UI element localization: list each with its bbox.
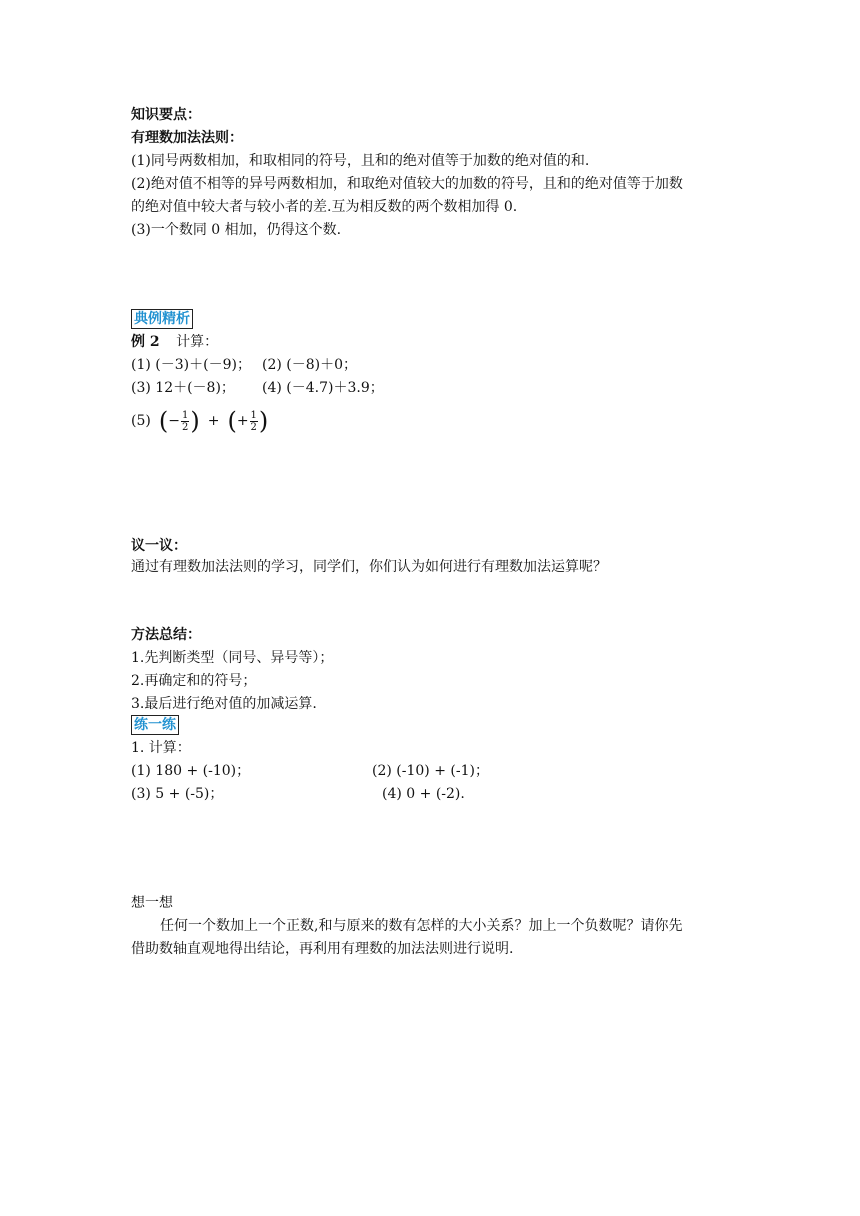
- practice-q1: (1) 180 + (-10)；: [131, 763, 251, 779]
- fraction-half-2: $\frac{1}{2}$: [250, 409, 257, 433]
- practice-q4: (4) 0 + (-2).: [382, 786, 465, 802]
- discuss-heading: 议一议：: [131, 538, 187, 554]
- plus-operator: +: [207, 413, 220, 429]
- method-step-3: 3.最后进行绝对值的加减运算.: [131, 696, 317, 712]
- practice-q2: (2) (-10) + (-1)；: [372, 763, 489, 779]
- fraction-half-1: $\frac{1}{2}$: [181, 409, 189, 433]
- example-item-4: (4) (－4.7)＋3.9；: [262, 380, 384, 396]
- example-label: 例 2: [131, 334, 160, 350]
- example-item-2: (2) (－8)＋0；: [262, 357, 358, 373]
- method-step-1: 1.先判断类型（同号、异号等）；: [131, 650, 334, 666]
- knowledge-heading: 知识要点：: [131, 107, 201, 123]
- example-item-1: (1) (－3)＋(－9)；: [131, 357, 251, 373]
- plus-sign: +: [236, 413, 249, 429]
- rule-2-line-1: (2)绝对值不相等的异号两数相加，和取绝对值较大的加数的符号，且和的绝对值等于加数: [131, 176, 683, 192]
- method-heading: 方法总结：: [131, 627, 201, 643]
- practice-prompt: 1. 计算：: [131, 740, 191, 756]
- minus-sign: −: [168, 413, 180, 429]
- example-tag: 典例精析: [131, 309, 193, 329]
- think-heading: 想一想: [131, 895, 173, 911]
- example-section: [131, 308, 193, 330]
- method-step-2: 2.再确定和的符号；: [131, 673, 257, 689]
- example-item-5-label: (5): [131, 413, 151, 429]
- think-line-1: 任何一个数加上一个正数,和与原来的数有怎样的大小关系？加上一个负数呢？请你先: [160, 918, 683, 934]
- rule-1: (1)同号两数相加，和取相同的符号，且和的绝对值等于加数的绝对值的和.: [131, 153, 590, 169]
- example-item-3: (3) 12＋(－8)；: [131, 380, 235, 396]
- example-prompt-line: [131, 331, 218, 353]
- rule-3: (3)一个数同 0 相加，仍得这个数.: [131, 222, 342, 238]
- practice-tag: 练一练: [131, 715, 179, 735]
- practice-q3: (3) 5 + (-5)；: [131, 786, 224, 802]
- rule-2-line-2: 的绝对值中较大者与较小者的差.互为相反数的两个数相加得 0.: [131, 199, 518, 215]
- practice-section: [131, 714, 179, 736]
- example-item-5: (5) ( − $\frac{1}{2}$ ) + ( + $\frac{1}{2}$ ): [131, 407, 269, 435]
- think-line-2: 借助数轴直观地得出结论，再利用有理数的加法法则进行说明.: [131, 941, 514, 957]
- example-prompt: 计算：: [176, 334, 219, 350]
- discuss-text: 通过有理数加法法则的学习，同学们，你们认为如何进行有理数加法运算呢？: [131, 559, 607, 575]
- rule-title: 有理数加法法则：: [131, 130, 243, 146]
